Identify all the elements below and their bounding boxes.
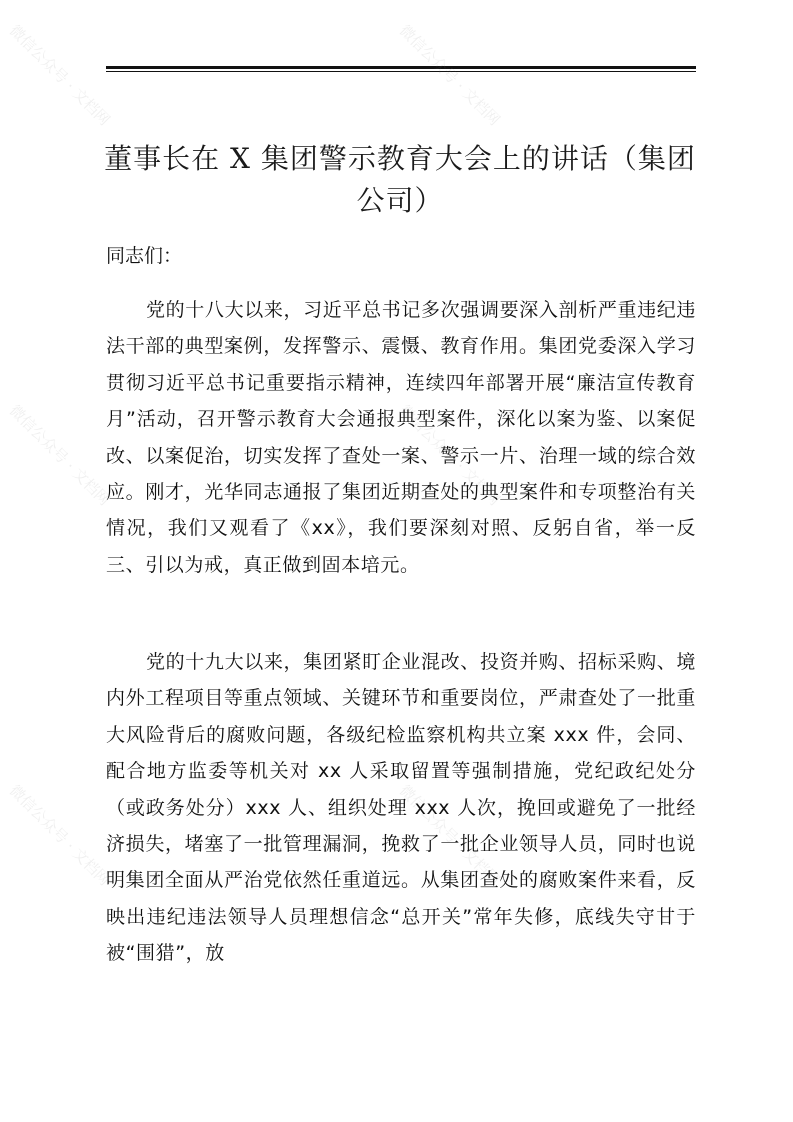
watermark-text: 微信公众号 · 文档网	[395, 781, 504, 890]
header-rule-thin	[106, 71, 696, 72]
watermark-text: 微信公众号 · 文档网	[395, 401, 504, 510]
paragraph-2: 党的十九大以来，集团紧盯企业混改、投资并购、招标采购、境内外工程项目等重点领域、关键环节和重要岗位，严肃查处了一批重大风险背后的腐败问题，各级纪检监察机构共立案 xxx 件，会同、配合地方监委等机关对 xx 人采取留置等强制措施，党纪政纪处分（或政务处分）xxx 人、组织处理 xxx 人次，挽回或避免了一批经济损失，堵塞了一批管理漏洞，挽救了一批企业领导人员，同时也说明集团全面从严治党依然任重道远。从集团查处的腐败案件来看，反映出违纪违法领导人员理想信念“总开关”常年失修，底线失守甘于被“围猎”，放	[106, 651, 696, 965]
watermark-text: 微信公众号 · 文档网	[5, 401, 114, 510]
watermark-text: 微信公众号 · 文档网	[5, 781, 114, 890]
watermark-text: 微信公众号 · 文档网	[395, 21, 504, 130]
watermark-text: 微信公众号 · 文档网	[5, 21, 114, 130]
salutation: 同志们：	[106, 245, 183, 267]
header-rule-thick	[106, 66, 696, 69]
document-title: 董事长在 X 集团警示教育大会上的讲话（集团公司）	[104, 142, 696, 217]
paragraph-1: 党的十八大以来，习近平总书记多次强调要深入剖析严重违纪违法干部的典型案例，发挥警示、震慑、教育作用。集团党委深入学习贯彻习近平总书记重要指示精神，连续四年部署开展“廉洁宣传教育月”活动，召开警示教育大会通报典型案件，深化以案为鉴、以案促改、以案促治，切实发挥了查处一案、警示一片、治理一域的综合效应。刚才，光华同志通报了集团近期查处的典型案件和专项整治有关情况，我们又观看了《xx》，我们要深刻对照、反躬自省，举一反三、引以为戒，真正做到固本培元。	[106, 299, 696, 576]
